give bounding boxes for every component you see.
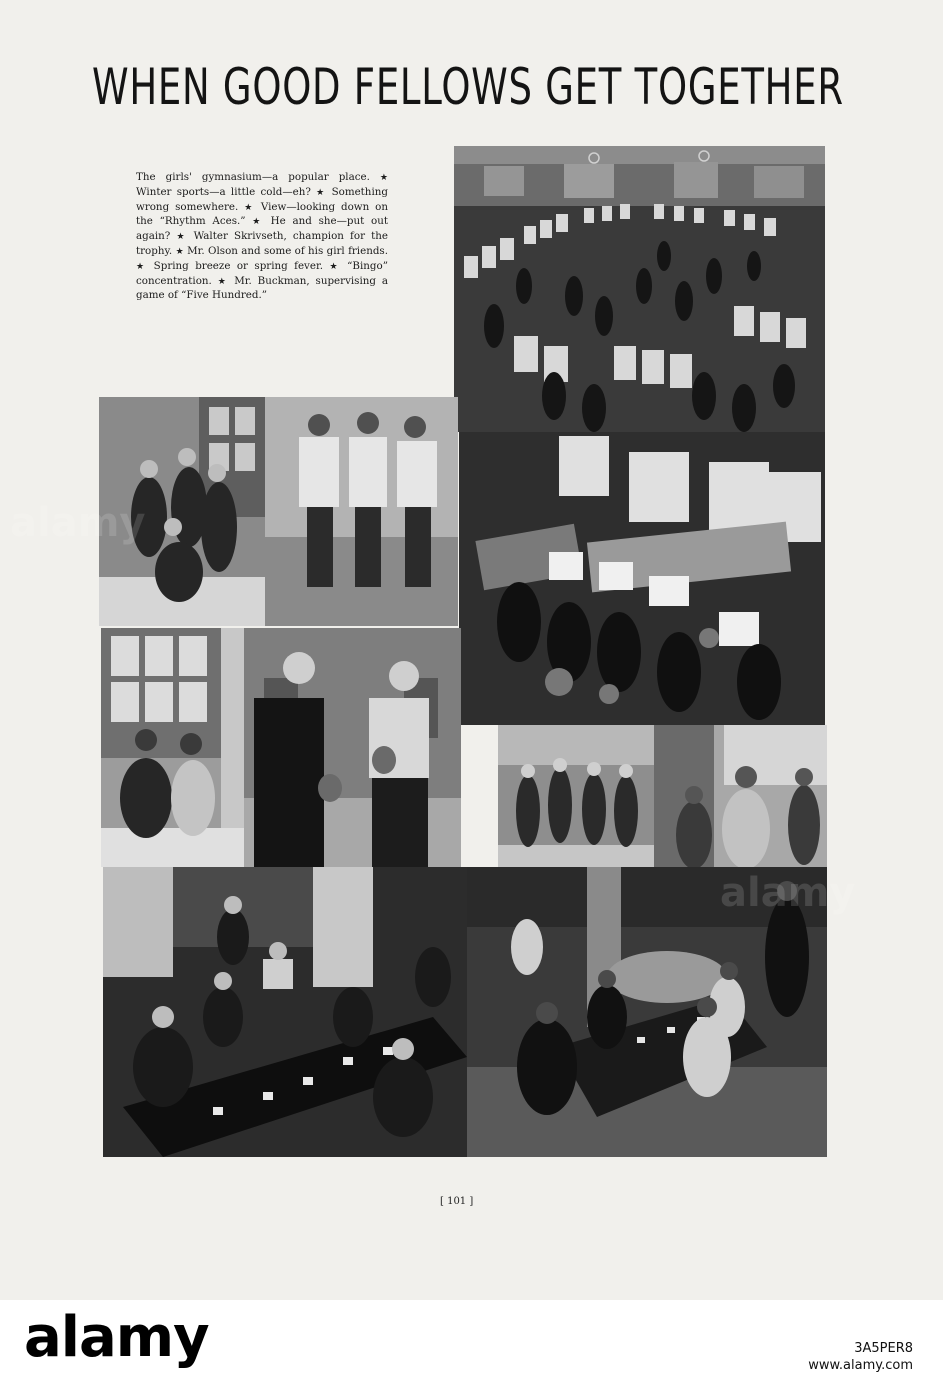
photo-ping-pong xyxy=(244,628,461,867)
star-separator-icon: ★ xyxy=(176,232,188,243)
rhythm-aces-image xyxy=(459,432,825,725)
stock-id xyxy=(808,1340,913,1374)
star-separator-icon: ★ xyxy=(329,261,341,272)
star-separator-icon: ★ xyxy=(244,202,255,213)
star-separator-icon: ★ xyxy=(252,217,264,228)
olson-girls-image xyxy=(498,725,654,867)
photo-olson-girls xyxy=(498,725,654,867)
couple-steps-image xyxy=(101,628,244,867)
caption-part: Winter sports—a little cold—eh? xyxy=(136,185,311,198)
star-separator-icon: ★ xyxy=(217,276,229,287)
photo-gym-dance xyxy=(454,146,825,432)
winter-girls-image xyxy=(99,397,265,626)
watermark-text: alamy xyxy=(10,500,146,546)
page-headline: WHEN GOOD FELLOWS GET TOGETHER xyxy=(92,58,844,116)
photo-three-boys xyxy=(265,397,458,626)
photo-rhythm-aces xyxy=(459,432,825,725)
page-number: [ 101 ] xyxy=(440,1196,474,1207)
photo-bingo xyxy=(103,867,467,1157)
gym-dance-image xyxy=(454,146,825,432)
caption-part: Mr. Olson and some of his girl friends. xyxy=(187,244,388,257)
photo-five-hundred xyxy=(467,867,827,1157)
caption-part: He and she—put out again? xyxy=(136,215,388,243)
stock-url: www.alamy.com xyxy=(808,1358,913,1373)
five-hundred-image xyxy=(467,867,827,1157)
ping-pong-image xyxy=(244,628,461,867)
spring-breeze-image xyxy=(654,725,827,867)
caption-part: Walter Skrivseth, champion for the trophy. xyxy=(136,230,389,257)
stock-logo: alamy xyxy=(24,1305,209,1370)
caption-part: Spring breeze or spring fever. xyxy=(153,259,324,272)
photo-winter-girls xyxy=(99,397,265,626)
photo-caption xyxy=(136,171,388,303)
caption-part: The girls' gymnasium—a popular place. xyxy=(136,171,370,183)
caption-part: Mr. Buckman, supervising a game of “Five Hundred.” xyxy=(136,274,388,302)
three-boys-image xyxy=(265,397,458,626)
photo-couple-steps xyxy=(101,628,244,867)
caption-part: Something wrong somewhere. xyxy=(136,185,388,213)
caption-part: View—looking down on the “Rhythm Aces.” xyxy=(136,200,388,228)
caption-part: “Bingo” concentration. xyxy=(136,259,388,287)
star-separator-icon: ★ xyxy=(136,261,148,272)
image-id: 3A5PER8 xyxy=(854,1341,913,1356)
bingo-image xyxy=(103,867,467,1157)
star-separator-icon: ★ xyxy=(316,187,327,198)
star-separator-icon: ★ xyxy=(379,173,388,183)
photo-spring-breeze xyxy=(654,725,827,867)
star-separator-icon: ★ xyxy=(175,246,184,257)
